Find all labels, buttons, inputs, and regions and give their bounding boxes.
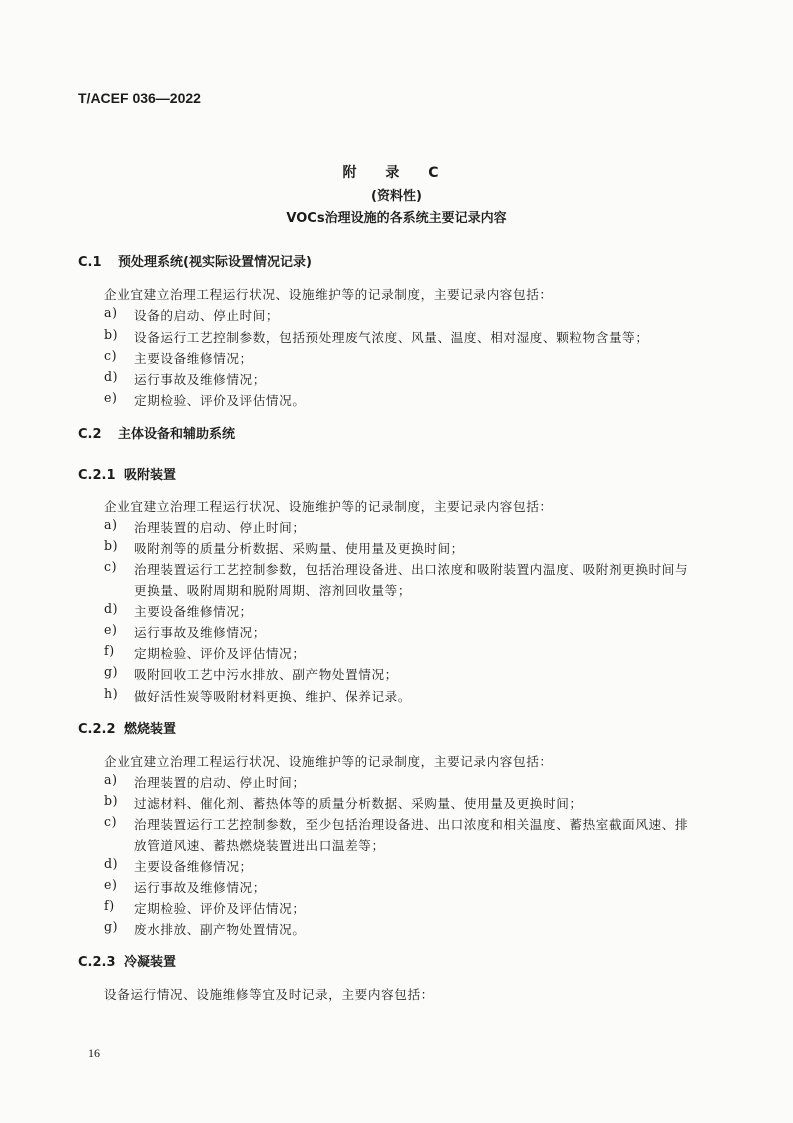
list-item-continuation: 更换量、吸附周期和脱附周期、溶剂回收量等； xyxy=(134,583,412,598)
section-c1-intro: 企业宜建立治理工程运行状况、设施维护等的记录制度，主要记录内容包括： xyxy=(104,287,553,302)
section-number: C.2.1 xyxy=(78,468,116,483)
section-title: 燃烧装置 xyxy=(124,722,177,737)
section-c23-heading xyxy=(78,951,176,970)
section-c21-heading xyxy=(78,464,176,483)
annex-label: 附 录 C xyxy=(342,165,451,181)
list-item-continuation: 放管道风速、蓄热燃烧装置进出口温差等； xyxy=(134,838,385,853)
section-c1-heading xyxy=(78,251,312,270)
section-number: C.2.2 xyxy=(78,722,116,737)
section-c2-heading xyxy=(78,423,235,442)
annex-type: (资料性) xyxy=(371,189,422,204)
section-c22-intro: 企业宜建立治理工程运行状况、设施维护等的记录制度，主要记录内容包括： xyxy=(104,754,553,769)
section-title: 主体设备和辅助系统 xyxy=(118,427,236,442)
section-c23-intro: 设备运行情况、设施维修等宜及时记录，主要内容包括： xyxy=(104,987,434,1002)
section-title: 预处理系统(视实际设置情况记录) xyxy=(118,255,312,270)
section-c21-intro: 企业宜建立治理工程运行状况、设施维护等的记录制度，主要记录内容包括： xyxy=(104,499,553,514)
section-title: 吸附装置 xyxy=(124,468,177,483)
section-number: C.2 xyxy=(78,427,102,442)
section-number: C.1 xyxy=(78,255,102,270)
section-c22-heading xyxy=(78,718,176,737)
section-title: 冷凝装置 xyxy=(124,955,177,970)
document-code: T/ACEF 036—2022 xyxy=(78,90,201,106)
section-number: C.2.3 xyxy=(78,955,116,970)
annex-title: VOCs治理设施的各系统主要记录内容 xyxy=(286,211,507,226)
page-number: 16 xyxy=(88,1046,100,1060)
document-page: T/ACEF 036—2022 附 录 C (资料性) VOCs治理设施的各系统主要记录内容 C.1 预处理系统(视实际设置情况记录) 企业宜建立治理工程运行状况、设施维护等的记录制度，主要记录内容包括： a) 设备的启动、停止时间； b) 设备运行工艺控制参数，包括预处理废气浓度、风量、温度、相对湿度、颗粒物含量等； c) 主要设备维修情况； d) 运行事故及维修情况； e) 定期检验、评价及评估情况。 C.2 主体设备和辅助系统 C.2.1 吸附装置 企业宜建立治理工程运行状况、设施维护等的记录制度，主要记录内容包括： a) 治理装置的启动、停止时间； b) 吸附剂等的质量分析数据、采购量、使用量及更换时间； c) 治理装置运行工艺控制参数，包括治理设备进、出口浓度和吸附装置内温度、吸附剂更换时间与 更换量、吸附周期和脱附周期、溶剂回收量等； d) 主要设备维修情况； e) 运行事故及维修情况； f) 定期检验、评价及评估情况； g) 吸附回收工艺中污水排放、副产物处置情况； h) 做好活性炭等吸附材料更换、维护、保养记录。 C.2.2 燃烧装置 企业宜建立治理工程运行状况、设施维护等的记录制度，主要记录内容包括： a) 治理装置的启动、停止时间； b) 过滤材料、催化剂、蓄热体等的质量分析数据、采购量、使用量及更换时间； c) 治理装置运行工艺控制参数，至少包括治理设备进、出口浓度和相关温度、蓄热室截面风速、排 放管道风速、蓄热燃烧装置进出口温差等； d) 主要设备维修情况； e) 运行事故及维修情况； f) 定期检验、评价及评估情况； g) 废水排放、副产物处置情况。 C.2.3 冷凝装置 设备运行情况、设施维修等宜及时记录，主要内容包括： 16 xyxy=(0,0,793,1123)
